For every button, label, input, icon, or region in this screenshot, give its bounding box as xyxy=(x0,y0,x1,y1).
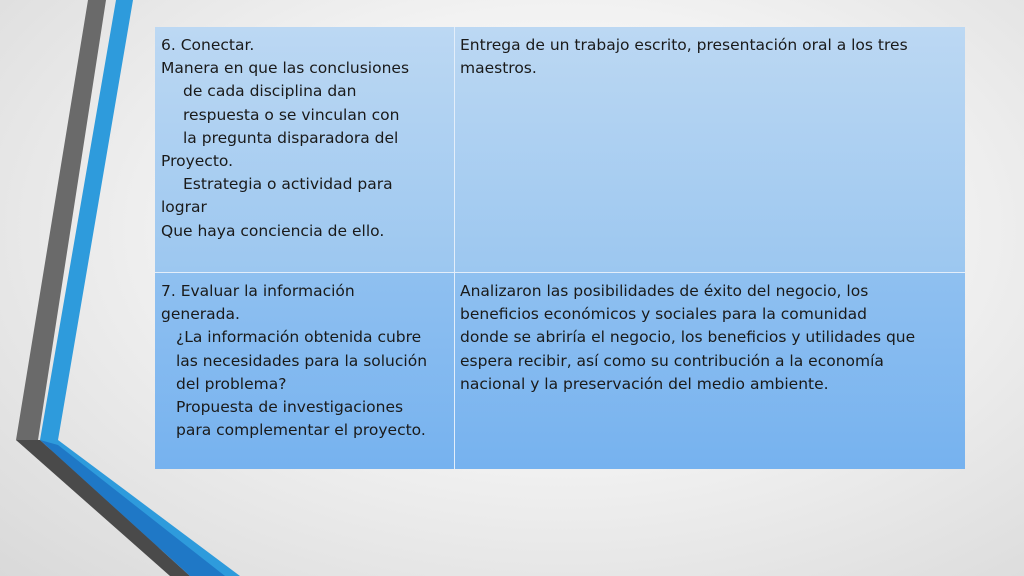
row-2-text-line: del problema? xyxy=(176,374,287,393)
row-1-text-line: Estrategia o actividad para xyxy=(183,175,393,194)
row-2-text-line: ¿La información obtenida cubre xyxy=(176,328,422,347)
row-2-criterion-cell xyxy=(155,273,455,469)
row-1-activity-line: Entrega de un trabajo escrito, presentación oral a los tres xyxy=(460,36,908,54)
row-2-text-line: para complementar el proyecto. xyxy=(176,421,426,440)
row-2-heading: 7. Evaluar la información xyxy=(161,282,355,300)
row-2-activity-line: Analizaron las posibilidades de éxito del negocio, los xyxy=(460,282,869,300)
row-1-activity-cell xyxy=(455,27,965,273)
row-1-text-line: Que haya conciencia de ello. xyxy=(161,221,385,240)
row-1-text-line: respuesta o se vinculan con xyxy=(183,105,400,124)
row-2-text-line: generada. xyxy=(161,305,240,324)
row-2-activity-cell xyxy=(455,273,965,469)
row-2-activity-line: espera recibir, así como su contribución a la economía xyxy=(460,351,884,370)
row-1-activity-line: maestros. xyxy=(460,59,537,78)
row-1-text-line: de cada disciplina dan xyxy=(183,82,357,101)
row-2-text-line: las necesidades para la solución xyxy=(176,351,428,370)
content-table xyxy=(155,27,965,469)
row-1-text-line: lograr xyxy=(161,198,207,217)
row-2-activity-line: donde se abriría el negocio, los beneficios y utilidades que xyxy=(460,328,916,347)
row-1-criterion-cell xyxy=(155,27,455,273)
row-1-heading: 6. Conectar. xyxy=(161,36,255,54)
row-1-text-line: Proyecto. xyxy=(161,152,234,171)
row-2-activity-line: beneficios económicos y sociales para la comunidad xyxy=(460,305,868,324)
row-1-text-line: la pregunta disparadora del xyxy=(183,128,399,147)
row-2-activity-line: nacional y la preservación del medio ambiente. xyxy=(460,374,829,393)
row-1-text-line: Manera en que las conclusiones xyxy=(161,59,410,78)
row-2-text-line: Propuesta de investigaciones xyxy=(176,398,404,417)
